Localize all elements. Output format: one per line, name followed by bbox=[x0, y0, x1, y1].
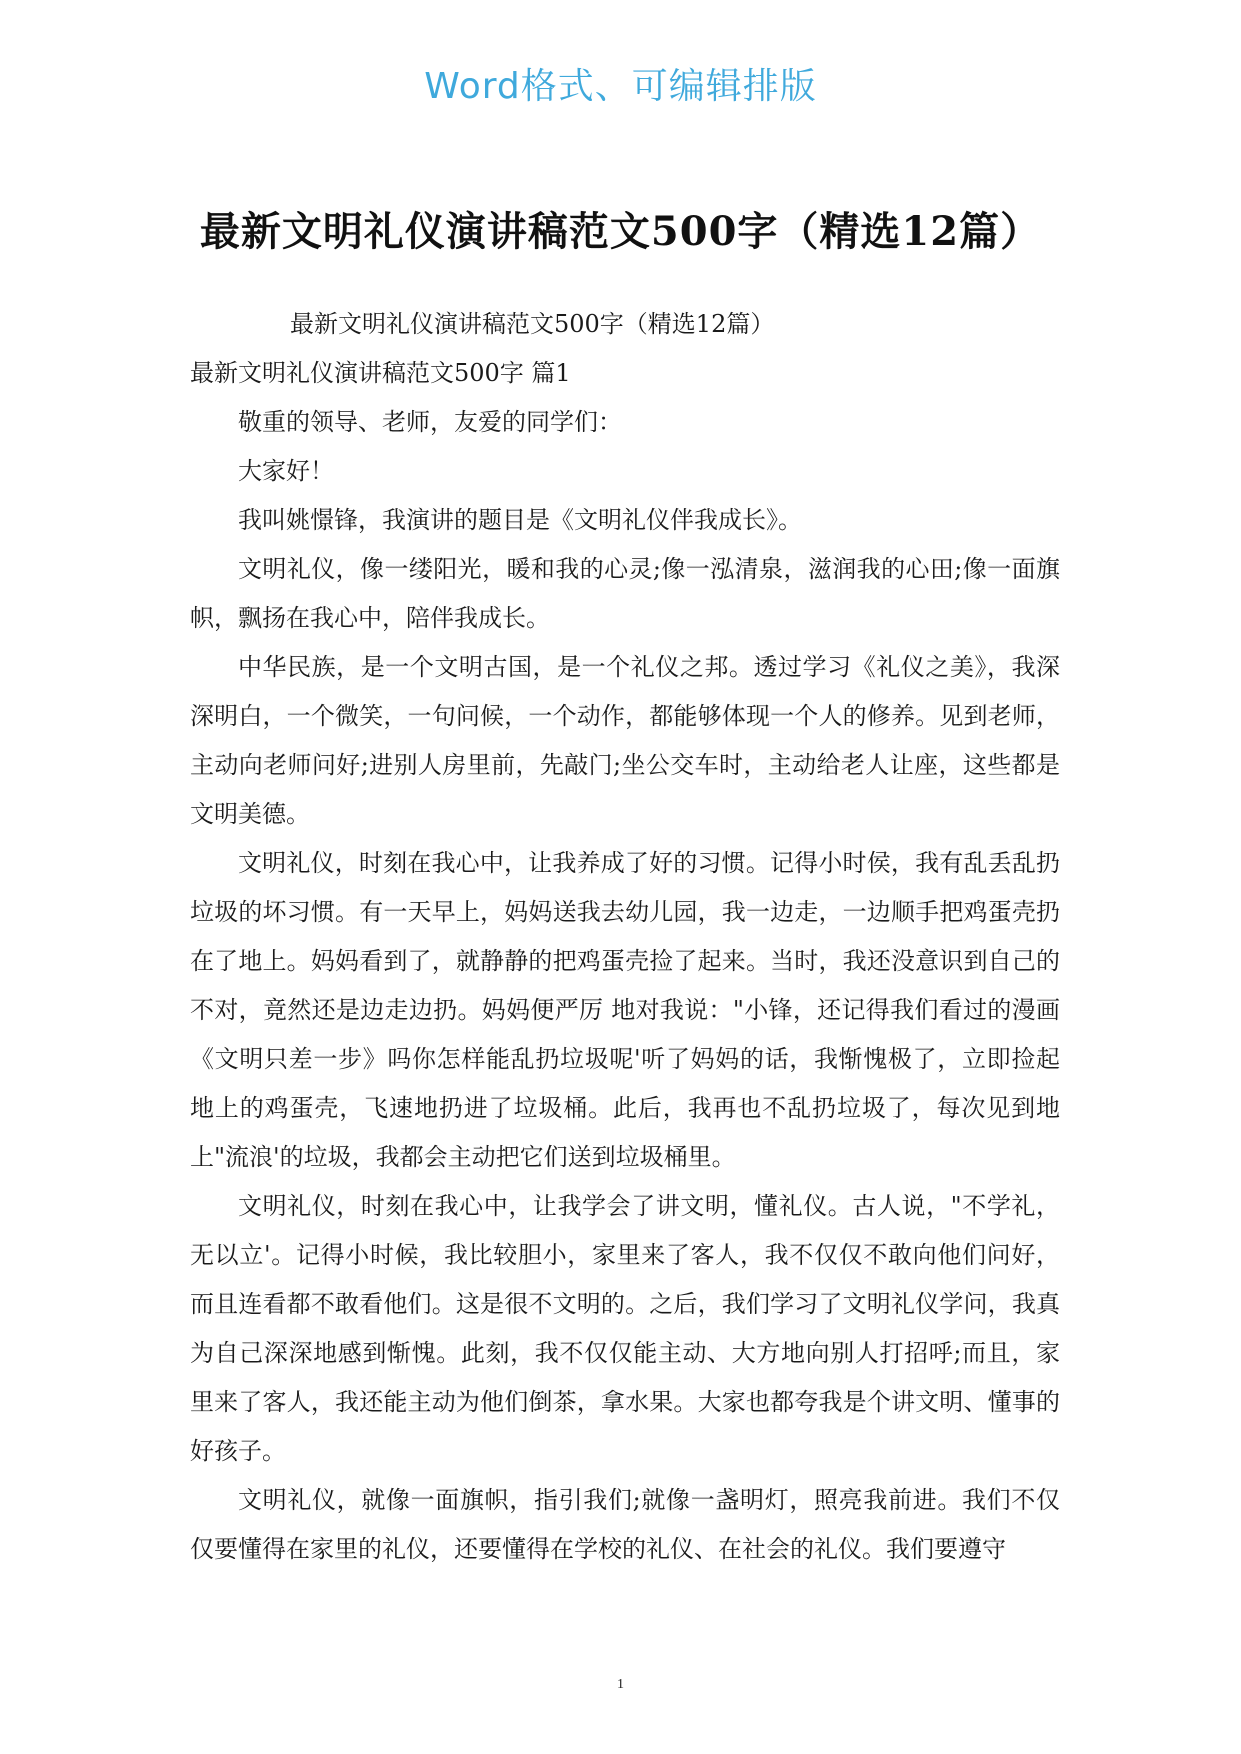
document-title: 最新文明礼仪演讲稿范文500字（精选12篇） bbox=[199, 208, 1042, 255]
paragraph-hello: 大家好！ bbox=[238, 457, 334, 485]
paragraph-body: 文明礼仪，时刻在我心中，让我养成了好的习惯。记得小时侯，我有乱丢乱扔垃圾的坏习惯。有一天早上，妈妈送我去幼儿园，我一边走，一边顺手把鸡蛋壳扔在了地上。妈妈看到了，就静静的把鸡蛋壳捡了起来。当时，我还没意识到自己的不对，竟然还是边走边扔。妈妈便严厉 地对我说："小锋，还记得我们看过的漫画《文明只差一步》吗你怎样能乱扔垃圾呢'听了妈妈的话，我惭愧极了，立即捡起地上的鸡蛋壳，飞速地扔进了垃圾桶。此后，我再也不乱扔垃圾了，每次见到地上"流浪'的垃圾，我都会主动把它们送到垃圾桶里。 bbox=[190, 849, 1060, 1171]
paragraph-intro: 我叫姚憬锋，我演讲的题目是《文明礼仪伴我成长》。 bbox=[238, 506, 802, 534]
document-subtitle: 最新文明礼仪演讲稿范文500字（精选12篇） bbox=[290, 310, 775, 338]
page-number: 1 bbox=[617, 1677, 624, 1692]
paragraph-body: 文明礼仪，像一缕阳光，暖和我的心灵;像一泓清泉，滋润我的心田;像一面旗帜，飘扬在我心中，陪伴我成长。 bbox=[190, 555, 1060, 632]
paragraph-body: 文明礼仪，时刻在我心中，让我学会了讲文明，懂礼仪。古人说，"不学礼，无以立'。记得小时候，我比较胆小，家里来了客人，我不仅仅不敢向他们问好，而且连看都不敢看他们。这是很不文明的。之后，我们学习了文明礼仪学问，我真为自己深深地感到惭愧。此刻，我不仅仅能主动、大方地向别人打招呼;而且，家里来了客人，我还能主动为他们倒茶，拿水果。大家也都夸我是个讲文明、懂事的好孩子。 bbox=[190, 1192, 1060, 1465]
paragraph-body: 中华民族，是一个文明古国，是一个礼仪之邦。透过学习《礼仪之美》，我深深明白，一个微笑，一句问候，一个动作，都能够体现一个人的修养。见到老师，主动向老师问好;进别人房里前，先敲门;坐公交车时，主动给老人让座，这些都是文明美德。 bbox=[190, 653, 1060, 828]
paragraph-greeting: 敬重的领导、老师，友爱的同学们： bbox=[238, 408, 622, 436]
paragraph-body: 文明礼仪，就像一面旗帜，指引我们;就像一盏明灯，照亮我前进。我们不仅仅要懂得在家里的礼仪，还要懂得在学校的礼仪、在社会的礼仪。我们要遵守 bbox=[190, 1486, 1060, 1563]
section-heading: 最新文明礼仪演讲稿范文500字 篇1 bbox=[190, 359, 571, 387]
document-body bbox=[190, 300, 1060, 1574]
watermark-banner: Word格式、可编辑排版 bbox=[424, 66, 817, 107]
